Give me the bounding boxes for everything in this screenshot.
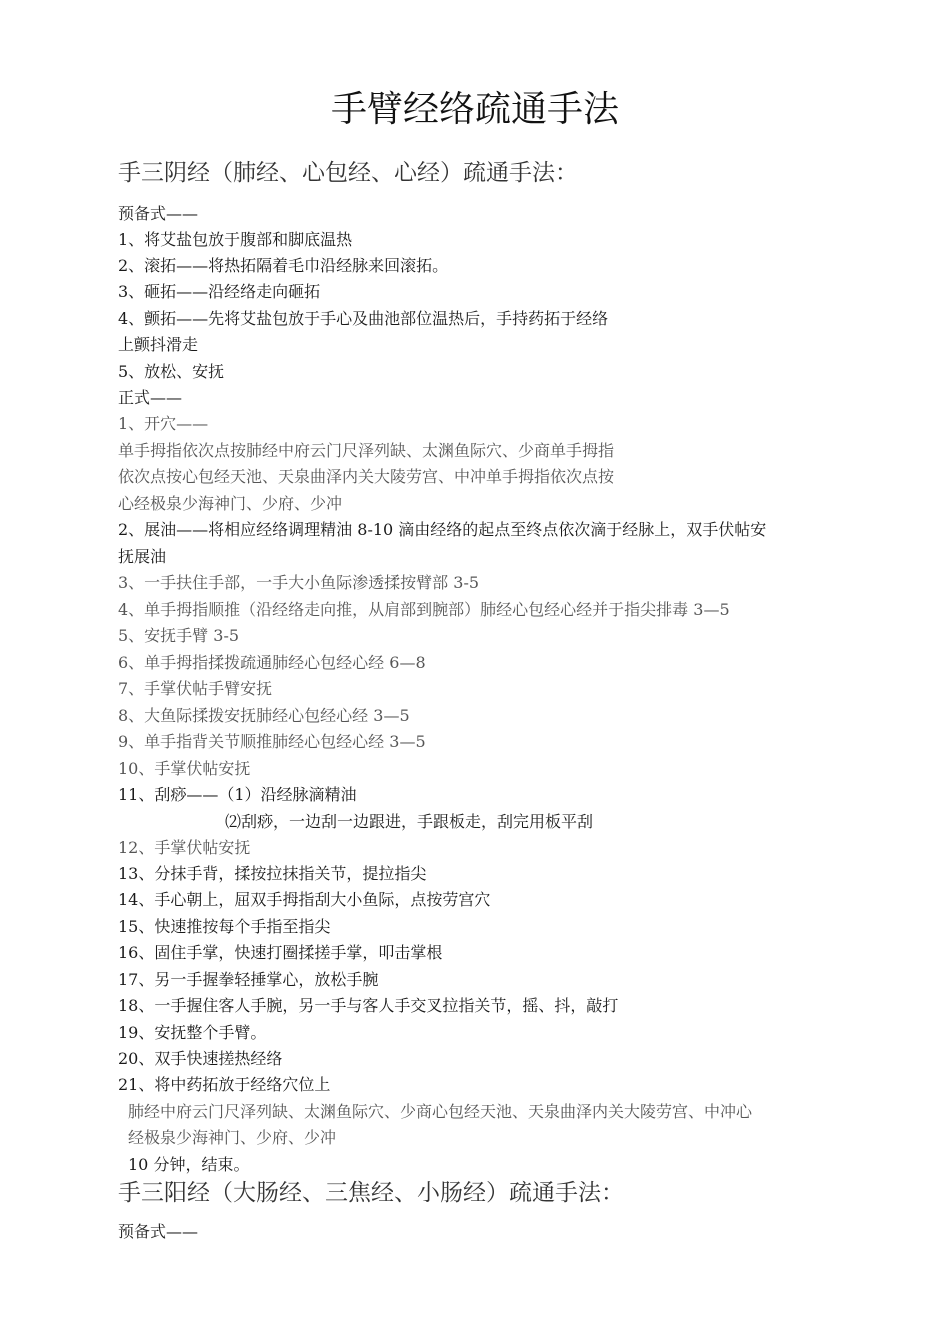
text-line: 2、滚拓——将热拓隔着毛巾沿经脉来回滚拓。 [118,256,449,275]
text-line: 17、另一手握拳轻捶掌心，放松手腕 [118,970,379,989]
text-line: 15、快速推按每个手指至指尖 [118,917,331,936]
text-line: 4、单手拇指顺推（沿经络走向推，从肩部到腕部）肺经心包经心经并于指尖排毒 3—5 [118,600,730,619]
text-line: 13、分抹手背，揉按拉抹指关节，提拉指尖 [118,864,427,883]
text-line: 预备式—— [118,204,199,223]
text-line: 2、展油——将相应经络调理精油 8-10 滴由经络的起点至终点依次滴于经脉上，双手伏帖安 [118,520,767,539]
text-line: 1、将艾盐包放于腹部和脚底温热 [118,230,353,249]
text-line: 8、大鱼际揉拨安抚肺经心包经心经 3—5 [118,706,410,725]
section-heading-yang: 手三阳经（大肠经、三焦经、小肠经）疏通手法： [118,1180,624,1206]
text-line: 18、一手握住客人手腕，另一手与客人手交叉拉指关节，摇、抖，敲打 [118,996,619,1015]
text-line: ⑵刮痧，一边刮一边跟进，手跟板走，刮完用板平刮 [225,812,594,831]
text-line: 5、放松、安抚 [118,362,225,381]
text-line: 上颤抖滑走 [118,335,199,354]
text-line: 心经极泉少海神门、少府、少冲 [118,494,343,513]
text-line: 单手拇指依次点按肺经中府云门尺泽列缺、太渊鱼际穴、少商单手拇指 [118,441,615,460]
text-line: 1、开穴—— [118,414,209,433]
text-line: 抚展油 [118,547,167,566]
text-line: 7、手掌伏帖手臂安抚 [118,679,273,698]
text-line: 依次点按心包经天池、天泉曲泽内关大陵劳宫、中冲单手拇指依次点按 [118,467,615,486]
text-line: 预备式—— [118,1222,199,1241]
text-line: 经极泉少海神门、少府、少冲 [128,1128,337,1147]
section-heading-yin: 手三阴经（肺经、心包经、心经）疏通手法： [118,160,578,186]
text-line: 12、手掌伏帖安抚 [118,838,251,857]
text-line: 6、单手拇指揉拨疏通肺经心包经心经 6—8 [118,653,426,672]
text-line: 3、砸拓——沿经络走向砸拓 [118,282,321,301]
text-line: 10 分钟，结束。 [128,1155,250,1174]
text-line: 16、固住手掌，快速打圈揉搓手掌，叩击掌根 [118,943,443,962]
text-line: 14、手心朝上，屈双手拇指刮大小鱼际，点按劳宫穴 [118,890,491,909]
text-line: 4、颤拓——先将艾盐包放于手心及曲池部位温热后，手持药拓于经络 [118,309,609,328]
text-line: 9、单手指背关节顺推肺经心包经心经 3—5 [118,732,426,751]
text-line: 19、安抚整个手臂。 [118,1023,267,1042]
text-line: 正式—— [118,388,183,407]
text-line: 11、刮痧——（1）沿经脉滴精油 [118,785,357,804]
text-line: 10、手掌伏帖安抚 [118,759,251,778]
text-line: 20、双手快速搓热经络 [118,1049,283,1068]
document-title: 手臂经络疏通手法 [330,89,619,130]
text-line: 3、一手扶住手部，一手大小鱼际渗透揉按臂部 3-5 [118,573,480,592]
text-line: 21、将中药拓放于经络穴位上 [118,1075,331,1094]
text-line: 肺经中府云门尺泽列缺、太渊鱼际穴、少商心包经天池、天泉曲泽内关大陵劳宫、中冲心 [128,1102,753,1121]
text-line: 5、安抚手臂 3-5 [118,626,240,645]
